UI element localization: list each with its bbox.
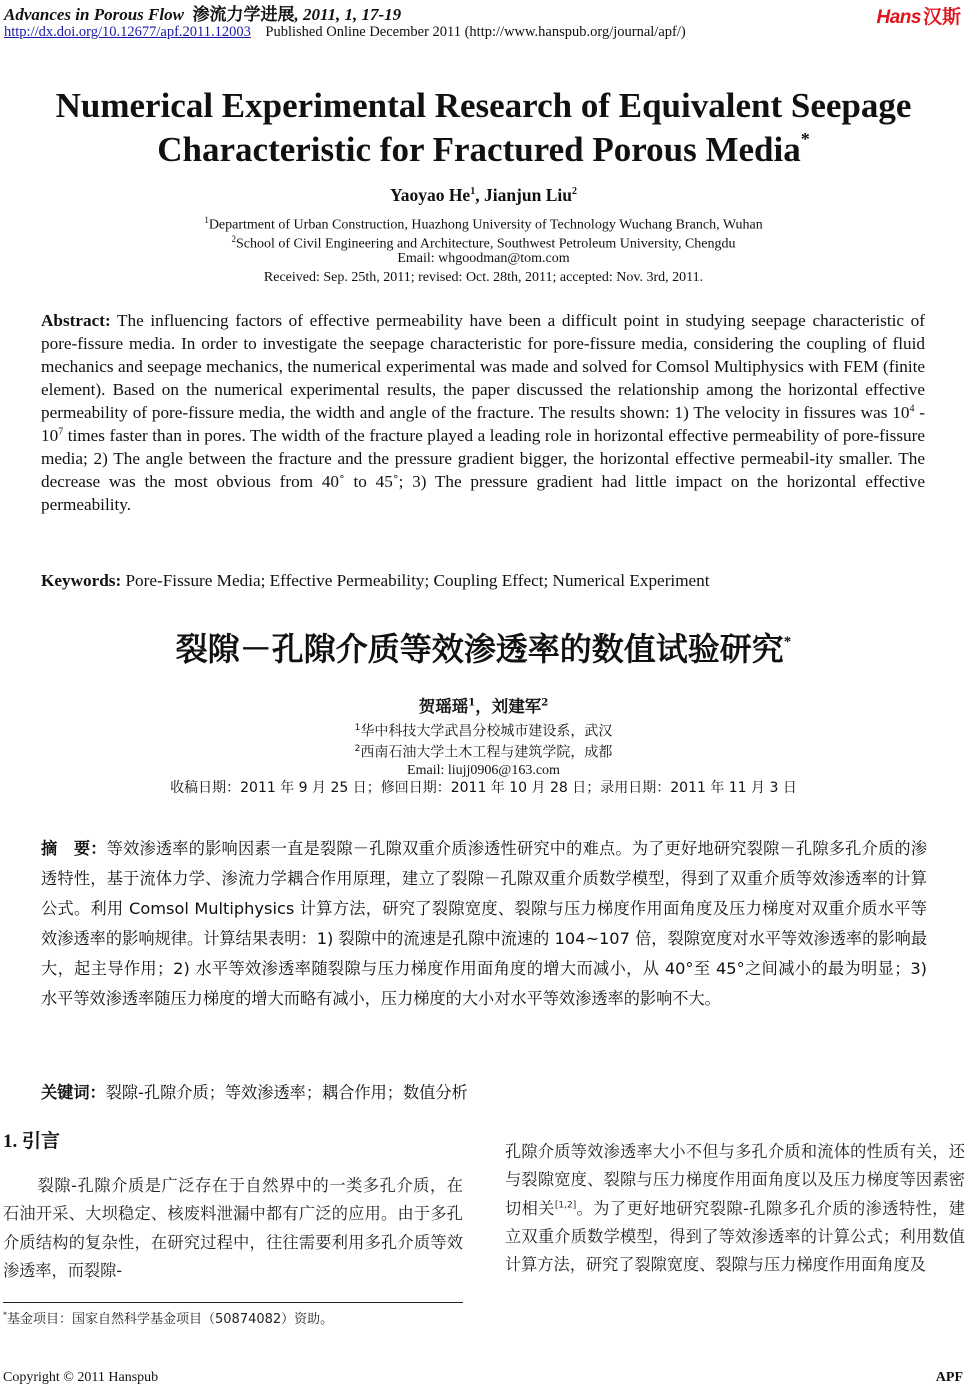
affiliation-sup: 1 [354,723,361,733]
paper-title-en [0,84,967,172]
affiliation-text: 西南石油大学土木工程与建筑学院，成都 [360,744,613,761]
publisher-logo [877,2,961,29]
journal-name-cn: 渗流力学进展 [192,5,295,24]
title-line-2: Characteristic for Fractured Porous Media [157,130,801,169]
keywords-label: Keywords: [41,571,122,590]
title-footnote-mark: * [783,634,792,650]
title-line-1: Numerical Experimental Research of Equivalent Seepage [55,86,912,125]
body-column-left [3,1172,463,1285]
author-name: 刘建军 [491,697,542,716]
abstract-text: - 10 [41,403,926,445]
affiliation-cn-1 [0,719,967,742]
authors-cn [0,693,967,717]
keywords-cn-text: 裂隙-孔隙介质；等效渗透率；耦合作用；数值分析 [105,1083,468,1102]
abstract-en [41,309,925,516]
footnote [3,1308,333,1327]
abstract-label: Abstract: [41,311,111,330]
doi-link[interactable]: http://dx.doi.org/10.12677/apf.2011.12003 [4,24,251,40]
affiliation-text: 华中科技大学武昌分校城市建设系，武汉 [360,723,613,740]
section-heading-introduction [3,1126,60,1153]
logo-text-cn: 汉斯 [922,7,961,28]
affiliation-text: School of Civil Engineering and Architecture, Southwest Petroleum University, Chengdu [235,236,736,252]
section-number: 1. [3,1131,18,1152]
author-name: Jianjun Liu [483,185,572,205]
abstract-text: times faster than in pores. The width of the fracture played a leading role in horizontal effective permeability of pore-fissure media; 2) The angle between the fracture and the pressure gradient bigger, the horizontal effective permeabil-ity smaller. The decrease was the most obvious from 40˚ to 45˚; 3) The pressure gradient had little impact on the horizontal effective permeability. [41,426,925,514]
author-sup: 1 [468,697,476,709]
email-cn: Email: liujj0906@163.com [407,763,560,778]
copyright-footer: Copyright © 2011 Hanspub [3,1370,159,1385]
affiliation-sup: 2 [354,744,361,754]
abstract-cn-label: 摘 要： [41,839,107,858]
title-cn-text: 裂隙－孔隙介质等效渗透率的数值试验研究 [175,630,784,668]
author-sup: 2 [541,697,549,709]
affiliation-sup: 2 [231,234,236,244]
section-title: 引言 [22,1130,61,1152]
exponent: 7 [58,426,64,438]
keywords-cn-label: 关键词： [41,1083,106,1102]
paragraph-text: 孔隙介质等效渗透率大小不但与多孔介质和流体的性质有关，还与裂隙宽度、裂隙与压力梯度作用面角度以及压力梯度等因素密切相关 [505,1142,965,1218]
author-name: 贺瑶瑶 [418,697,469,716]
affiliation-cn-2 [0,740,967,763]
dates-en: Received: Sep. 25th, 2011; revised: Oct. 28th, 2011; accepted: Nov. 3rd, 2011. [263,270,704,285]
paragraph-text: 裂隙-孔隙介质是广泛存在于自然界中的一类多孔介质，在石油开采、大坝稳定、核废料泄漏中都有广泛的应用。由于多孔介质结构的复杂性，在研究过程中，往往需要利用多孔介质等效渗透率，而裂隙- [3,1176,463,1280]
abstract-text: The influencing factors of effective permeability have been a difficult point in studying seepage characteristic of pore-fissure media. In order to investigate the seepage characteristic for pore-fissure media, considering the coupling of fluid mechanics and seepage mechanics, the numerical experimental was made and solved for Comsol Multiphysics with FEM (finite element). Based on the numerical experimental results, the paper discussed the relationship among the horizontal effective permeability of pore-fissure media, the width and angle of the fracture. The results shown: 1) The velocity in fissures was 10 [41,311,925,422]
title-footnote-mark: * [800,129,810,149]
publication-info [4,24,686,41]
dates-cn: 收稿日期：2011 年 9 月 25 日；修回日期：2011 年 10 月 28 日；录用日期：2011 年 11 月 3 日 [170,780,797,796]
journal-citation: , 2011, 1, 17-19 [294,5,402,24]
author-sup: 1 [470,186,476,198]
exponent: 4 [909,403,915,415]
footnote-divider [3,1302,463,1303]
paper-title-cn [0,624,967,670]
paragraph-text: 。为了更好地研究裂隙-孔隙多孔介质的渗透特性，建立双重介质数学模型，得到了等效渗透率的计算公式；利用数值计算方法，研究了裂隙宽度、裂隙与压力梯度作用面角度及 [505,1198,965,1275]
author-separator: ， [475,697,492,716]
footnote-mark: * [3,1310,7,1320]
body-column-right [505,1138,965,1279]
journal-abbreviation: APF [935,1370,963,1385]
logo-text-en: Hans [876,7,921,28]
keywords-cn [41,1079,468,1103]
affiliation-text: Department of Urban Construction, Huazhong University of Technology Wuchang Branch, Wuhan [208,217,763,233]
keywords-text: Pore-Fissure Media; Effective Permeability; Coupling Effect; Numerical Experiment [121,571,710,590]
citation-ref[interactable]: [1,2] [554,1200,577,1211]
published-online: Published Online December 2011 (http://www.hanspub.org/journal/apf/) [265,24,686,40]
abstract-cn-text: 等效渗透率的影响因素一直是裂隙－孔隙双重介质渗透性研究中的难点。为了更好地研究裂隙－孔隙多孔介质的渗透特性，基于流体力学、渗流力学耦合作用原理，建立了裂隙－孔隙双重介质数学模型，得到了双重介质等效渗透率的计算公式。利用 Comsol Multiphysics 计算方法，研究了裂隙宽度、裂隙与压力梯度作用面角度及压力梯度对双重介质水平等效渗透率的影响规律。计算结果表明：1) 裂隙中的流速是孔隙中流速的 104~107 倍，裂隙宽度对水平等效渗透率的影响最大，起主导作用；2) 水平等效渗透率随裂隙与压力梯度作用面角度的增大而减小，从 40°至 45°之间减小的最为明显；3) 水平等效渗透率随压力梯度的增大而略有减小，压力梯度的大小对水平等效渗透率的影响不大。 [41,839,928,1008]
author-name: Yaoyao He [390,185,471,205]
footnote-text: 基金项目：国家自然科学基金项目（50874082）资助。 [7,1312,334,1327]
abstract-cn [41,834,927,1014]
author-sup: 2 [571,186,577,198]
journal-name-en: Advances in Porous Flow [4,5,184,24]
affiliation-sup: 1 [204,215,209,225]
journal-header [4,0,401,25]
keywords-en [41,571,710,591]
email-en: Email: whgoodman@tom.com [397,251,570,266]
authors-en: Yaoyao He$^1$, Jianjun Liu$^2$ [390,185,577,205]
